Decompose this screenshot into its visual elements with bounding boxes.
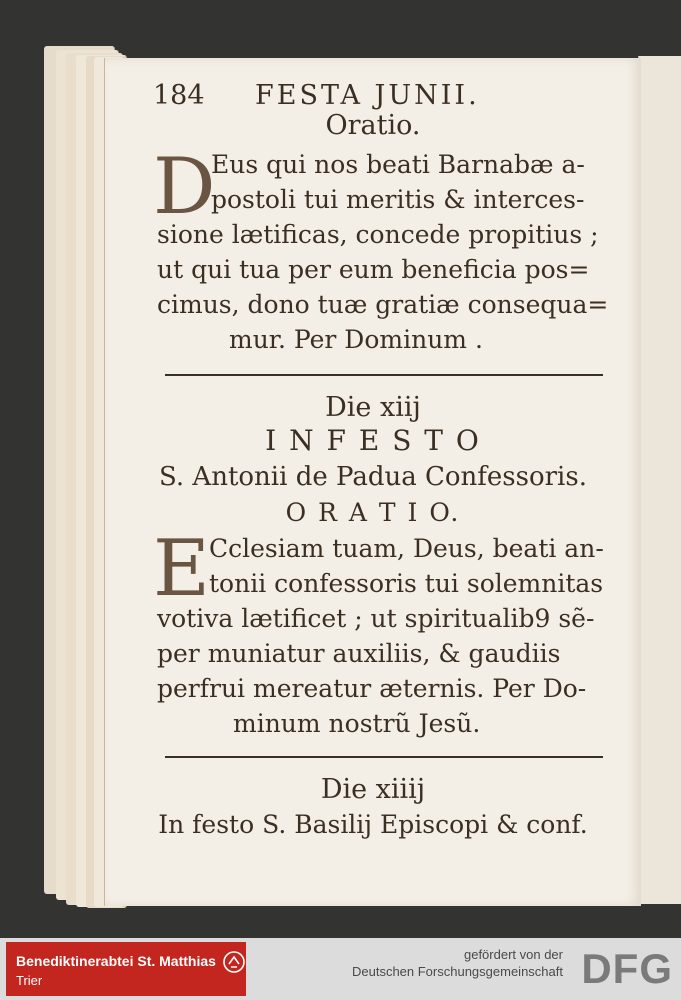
funding-line: Deutschen Forschungsgemeinschaft [351,964,563,979]
text-line: minum nostrũ Jesũ. [233,709,481,738]
institution-city: Trier [16,973,43,988]
text-line: perfrui mereatur æternis. Per Do- [157,674,587,703]
text-line: per muniatur auxiliis, & gaudiis [157,639,561,668]
text-line: votiva lætificet ; ut spiritualib9 sẽ- [157,604,595,633]
funding-line: gefördert von der [463,947,563,962]
section-title: Oratio. [325,110,421,141]
next-page-edge [638,56,681,904]
feast-heading: In festo S. Basilij Episcopi & conf. [158,810,588,839]
divider-rule [165,374,603,376]
text-line: sione lætificas, concede propitius ; [157,220,599,249]
feast-subtitle: S. Antonii de Padua Confessoris. [159,462,587,492]
feast-date: Die xiij [325,392,421,423]
running-title: FESTA JUNII. [255,80,480,111]
divider-rule [165,756,603,758]
feast-date: Die xiiij [320,774,426,805]
abbey-seal-icon [222,950,246,974]
text-line: Cclesiam tuam, Deus, beati an- [209,534,604,563]
footer-bar [0,938,681,1000]
institution-banner[interactable] [6,942,246,996]
drop-cap: E [153,524,210,614]
dfg-logo[interactable]: DFG [581,945,673,992]
text-line: tonii confessoris tui solemnitas [209,569,604,598]
text-line: ut qui tua per eum beneficia pos= [157,255,590,284]
text-line: cimus, dono tuæ gratiæ consequa= [157,290,609,319]
funding-notice [352,946,563,980]
page-number: 184 [153,80,205,111]
text-line: postoli tui meritis & interces- [211,185,585,214]
text-line: Eus qui nos beati Barnabæ a- [211,150,585,179]
institution-name: Benediktinerabtei St. Matthias [16,953,216,969]
book-page [104,58,641,906]
section-title: O R A T I O. [285,498,461,527]
drop-cap: D [153,142,216,232]
feast-heading: I N F E S T O [265,424,481,457]
text-line: mur. Per Dominum . [229,325,483,354]
